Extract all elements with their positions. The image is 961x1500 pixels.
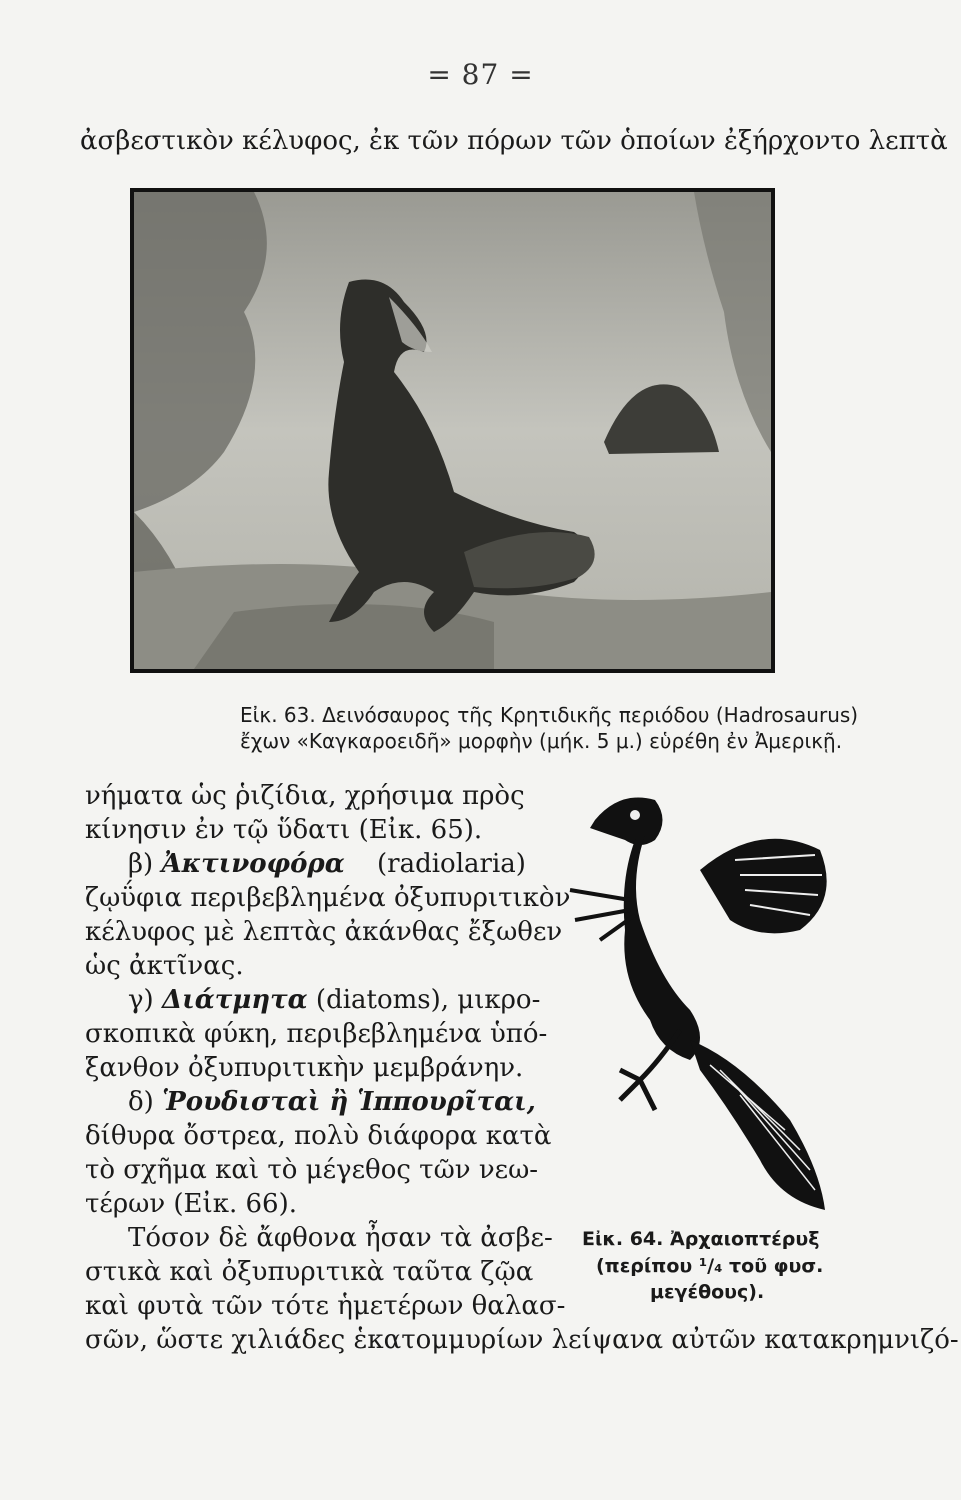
text-line: νήματα ὡς ῥιζίδια, χρήσιμα πρὸς (85, 781, 525, 811)
text-line: σῶν, ὥστε χιλιάδες ἑκατομμυρίων λείψανα αὐτῶν κατακρημνιζό- (85, 1325, 959, 1355)
list-item-beta (128, 851, 526, 877)
text-line: τὸ σχῆμα καὶ τὸ μέγεθος τῶν νεω- (85, 1155, 539, 1185)
text-line: δίθυρα ὄστρεα, πολὺ διάφορα κατὰ (85, 1121, 552, 1151)
list-marker: β) (128, 849, 154, 879)
text-line: τέρων (Εἰκ. 66). (85, 1189, 297, 1219)
text-line: ἀσβεστικὸν κέλυφος, ἐκ τῶν πόρων τῶν ὁποίων ἐξήρχοντο λεπτὰ (80, 126, 948, 156)
text-line: κέλυφος μὲ λεπτὰς ἀκάνθας ἔξωθεν (85, 917, 563, 947)
list-marker: γ) (128, 985, 154, 1015)
term-latin: (radiolaria) (377, 849, 526, 879)
text-line: ὡς ἀκτῖνας. (85, 951, 244, 981)
term-latin: (diatoms), μικρο- (315, 985, 541, 1015)
text-line: ξανθον ὀξυπυριτικὴν μεμβράνην. (85, 1053, 524, 1083)
figure-63-caption-line-2: ἔχων «Καγκαροειδῆ» μορφὴν (μήκ. 5 μ.) εὑρέθη ἐν Ἀμερικῇ. (240, 729, 843, 753)
text-line: κίνησιν ἐν τῷ ὕδατι (Εἰκ. 65). (85, 815, 483, 845)
figure-64-caption-line-2: (περίπου ¹/₄ τοῦ φυσ. (596, 1255, 824, 1277)
text-line: σκοπικὰ φύκη, περιβεβλημένα ὑπό- (85, 1019, 548, 1049)
text-line: Τόσον δὲ ἄφθονα ἦσαν τὰ ἀσβε- (128, 1223, 553, 1253)
list-item-gamma (128, 987, 540, 1013)
list-marker: δ) (128, 1087, 154, 1117)
term-diatoms: Διάτμητα (161, 985, 308, 1015)
archaeopteryx-illustration (560, 780, 860, 1220)
list-item-delta (128, 1089, 536, 1115)
figure-63-caption-line-1: Εἰκ. 63. Δεινόσαυρος τῆς Κρητιδικῆς περιόδου (Hadrosaurus) (240, 703, 859, 727)
text-line: στικὰ καὶ ὀξυπυριτικὰ ταῦτα ζῷα (85, 1257, 534, 1287)
figure-64-caption-line-3: μεγέθους). (650, 1281, 765, 1303)
figure-64-caption-line-1: Εἰκ. 64. Ἀρχαιοπτέρυξ (582, 1228, 820, 1250)
term-radiolaria: Ἀκτινοφόρα (161, 849, 345, 879)
text-line: ζῳΰφια περιβεβλημένα ὀξυπυριτικὸν (85, 883, 571, 913)
text-line: καὶ φυτὰ τῶν τότε ἡμετέρων θαλασ- (85, 1291, 566, 1321)
page-number: = 87 = (427, 58, 534, 91)
hadrosaurus-illustration (130, 188, 775, 673)
term-rudists: Ῥουδισταὶ ἢ Ἱππουρῖται, (162, 1087, 536, 1117)
